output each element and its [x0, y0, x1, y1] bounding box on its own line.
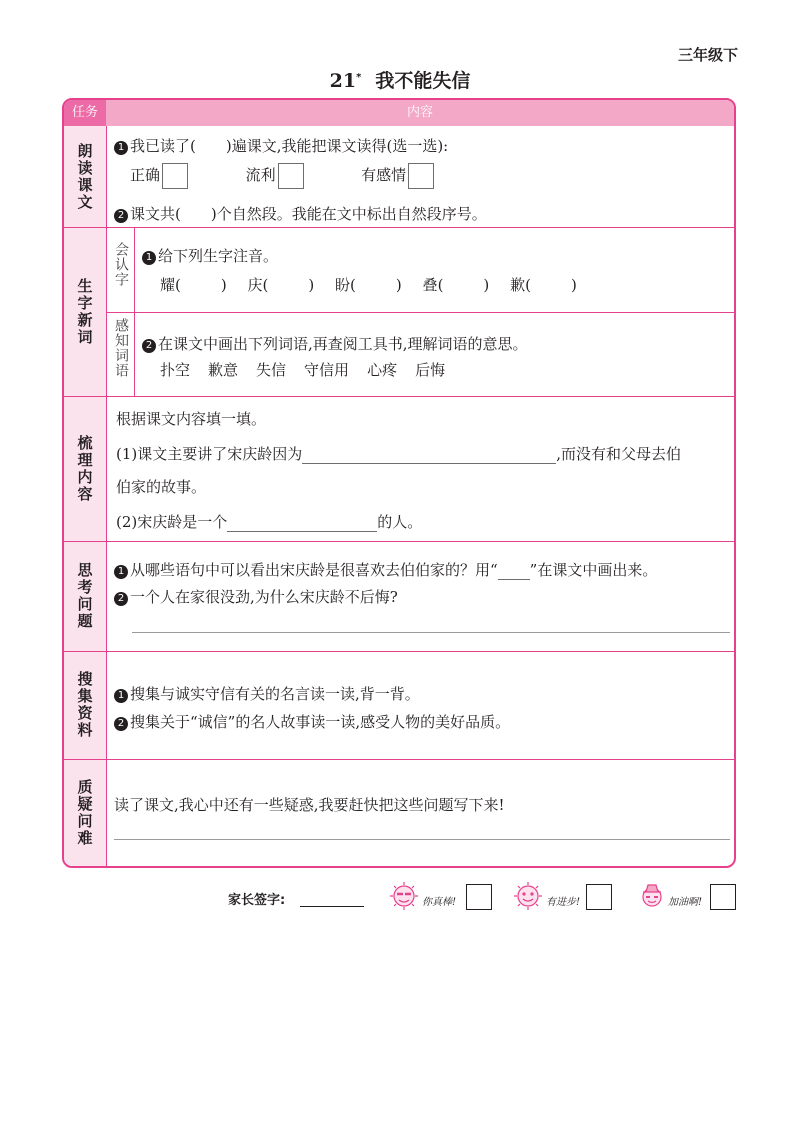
row-divider — [64, 541, 734, 542]
praise-checkbox[interactable] — [586, 884, 612, 910]
new-words-q1 — [142, 245, 278, 266]
lesson-title: 我不能失信 — [375, 70, 471, 92]
praise-progress — [512, 881, 616, 911]
lesson-mark: * — [356, 71, 362, 83]
sub-row-divider — [106, 312, 734, 313]
reading-options — [130, 163, 434, 189]
praise-checkbox[interactable] — [710, 884, 736, 910]
word-item: 扑空 — [160, 361, 191, 379]
word-item: 歉意 — [208, 361, 239, 379]
answer-line[interactable] — [132, 632, 730, 633]
collect-q2 — [114, 711, 510, 732]
char-item: 盼 — [335, 276, 351, 294]
mark-symbol-blank — [498, 565, 530, 580]
think-q2 — [114, 586, 398, 607]
sub-label-words: 感知词语 — [113, 318, 129, 378]
section-label-new-words: 生字新词 — [75, 277, 94, 346]
option-fluent-checkbox[interactable] — [278, 163, 304, 189]
praise-cheer — [636, 881, 740, 911]
new-words-q2-text: 在课文中画出下列词语,再查阅工具书,理解词语的意思。 — [158, 335, 528, 353]
number-badge: 1 — [142, 251, 156, 265]
reading-q1 — [114, 135, 448, 156]
section-label-organize: 梳理内容 — [75, 434, 94, 503]
header-task: 任务 — [64, 100, 106, 126]
smiley-sunglasses-icon — [388, 881, 422, 911]
collect-q2-text: 搜集关于“诚信”的名人故事读一读,感受人物的美好品质。 — [130, 713, 511, 731]
row-divider — [64, 396, 734, 397]
smiley-hat-icon — [636, 881, 670, 911]
grade-label: 三年级下 — [677, 46, 738, 64]
option-emotion-checkbox[interactable] — [408, 163, 434, 189]
think-q1-b: ”在课文中画出来。 — [529, 561, 658, 579]
organize-intro: 根据课文内容填一填。 — [116, 410, 267, 428]
number-badge: 1 — [114, 141, 128, 155]
signature-line[interactable] — [300, 906, 364, 907]
study-table — [62, 98, 736, 868]
number-badge: 1 — [114, 689, 128, 703]
lesson-number: 21 — [329, 70, 357, 92]
table-header — [64, 100, 734, 126]
word-item: 失信 — [256, 361, 287, 379]
organize-line2 — [116, 511, 422, 532]
option-emotion: 有感情 — [361, 166, 407, 184]
sub-column-divider — [134, 227, 135, 396]
option-fluent: 流利 — [245, 166, 276, 184]
praise-text: 加油啊! — [668, 897, 703, 908]
collect-q1 — [114, 683, 420, 704]
praise-text: 有进步! — [546, 897, 581, 908]
page-title — [0, 66, 800, 93]
new-words-q2 — [142, 333, 528, 354]
reading-q2-text: 课文共( )个自然段。我能在文中标出自然段序号。 — [130, 205, 487, 223]
option-correct: 正确 — [130, 166, 161, 184]
smiley-sun-icon — [512, 881, 546, 911]
praise-checkbox[interactable] — [466, 884, 492, 910]
option-correct-checkbox[interactable] — [162, 163, 188, 189]
number-badge: 1 — [114, 565, 128, 579]
char-item: 耀 — [160, 276, 176, 294]
think-q1-a: 从哪些语句中可以看出宋庆龄是很喜欢去伯伯家的？用“ — [130, 561, 498, 579]
word-item: 守信用 — [304, 361, 350, 379]
answer-blank[interactable] — [302, 445, 556, 464]
section-label-think: 思考问题 — [75, 562, 94, 630]
footer — [0, 881, 800, 921]
praise-text: 你真棒! — [422, 897, 457, 908]
praise-great — [388, 881, 492, 911]
pinyin-chars: 耀( ) 庆( ) 盼( ) 叠( ) 歉( ) — [160, 276, 577, 294]
organize-line2-a: (2)宋庆龄是一个 — [116, 513, 228, 531]
signature-label: 家长签字: — [228, 893, 286, 908]
organize-line1 — [116, 443, 681, 464]
section-label-reading: 朗读课文 — [75, 142, 94, 211]
number-badge: 2 — [114, 592, 128, 606]
doubt-text: 读了课文,我心中还有一些疑惑,我要赶快把这些问题写下来! — [114, 796, 505, 814]
think-q2-text: 一个人在家很没劲,为什么宋庆龄不后悔? — [130, 588, 398, 606]
organize-line1-b: ,而没有和父母去伯 — [556, 445, 682, 463]
reading-q1-text: 我已读了( )遍课文,我能把课文读得(选一选): — [130, 137, 449, 155]
reading-q2 — [114, 203, 487, 224]
char-item: 叠 — [422, 276, 438, 294]
number-badge: 2 — [142, 339, 156, 353]
organize-line1-a: (1)课文主要讲了宋庆龄因为 — [116, 445, 303, 463]
answer-line[interactable] — [114, 839, 730, 840]
row-divider — [64, 759, 734, 760]
number-badge: 2 — [114, 717, 128, 731]
think-q1 — [114, 559, 657, 580]
section-label-collect: 搜集资料 — [75, 671, 94, 739]
organize-line1-cont: 伯家的故事。 — [116, 478, 207, 496]
char-item: 庆 — [247, 276, 263, 294]
sub-label-recognize: 会认字 — [113, 242, 129, 287]
collect-q1-text: 搜集与诚实守信有关的名言读一读,背一背。 — [130, 685, 420, 703]
section-label-doubt: 质疑问难 — [75, 778, 94, 847]
row-divider — [64, 227, 734, 228]
organize-line2-b: 的人。 — [377, 513, 423, 531]
row-divider — [64, 651, 734, 652]
header-content: 内容 — [406, 105, 433, 120]
number-badge: 2 — [114, 209, 128, 223]
new-words-q1-text: 给下列生字注音。 — [158, 247, 279, 265]
char-item: 歉 — [510, 276, 526, 294]
word-item: 心疼 — [367, 361, 398, 379]
word-list — [160, 359, 463, 380]
answer-blank[interactable] — [227, 513, 377, 532]
word-item: 后悔 — [415, 361, 446, 379]
